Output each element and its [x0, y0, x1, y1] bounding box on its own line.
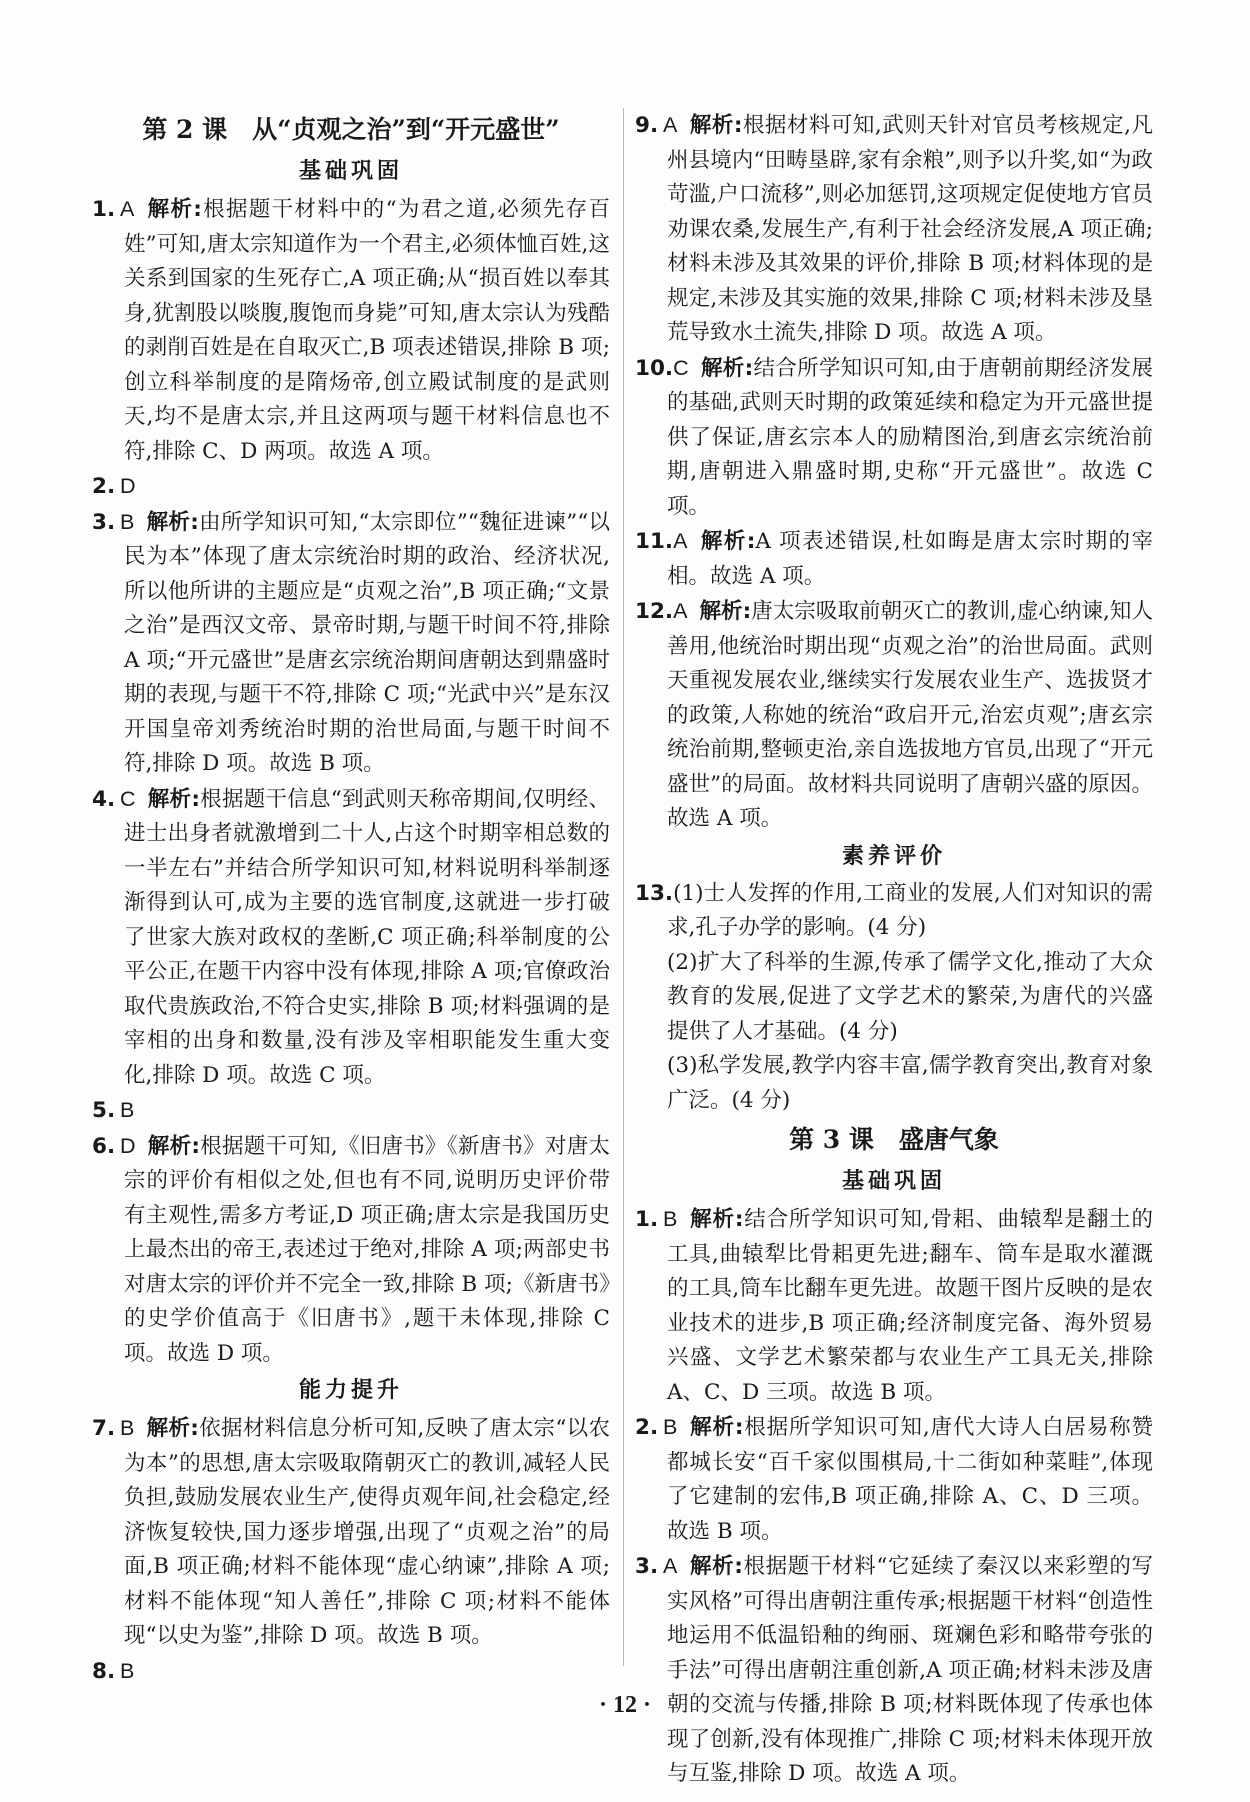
right-column	[635, 108, 1153, 1792]
analysis-tag: 解析:	[700, 355, 754, 381]
lesson-2-title: 第 2 课 从“贞观之治”到“开元盛世”	[142, 115, 560, 144]
analysis-text: 根据题干信息“到武则天称帝期间,仅明经、进士出身者就激增到二十人,占这个时期宰相总数的一半左右”并结合所学知识可知,材料说明科举制逐渐得到认可,成为主要的选官制度,这就进一步打破了世家大族对政权的垄断,C 项正确;科举制度的公平公正,在题干内容中没有体现,排除 A 项;官僚政治取代贵族政治,不符合史实,排除 B 项;材料强调的是宰相的出身和数量,没有涉及宰相职能发生重大变化,排除 D 项。故选 C 项。	[124, 786, 610, 1088]
analysis-text: 结合所学知识可知,由于唐朝前期经济发展的基础,武则天时期的政策延续和稳定为开元盛世提供了保证,唐玄宗本人的励精图治,到唐玄宗统治前期,唐朝进入鼎盛时期,史称“开元盛世”。故选 C 项。	[667, 355, 1153, 519]
item-number: 1.	[92, 197, 116, 222]
answer-item-5	[92, 1093, 610, 1129]
analysis-tag: 解析:	[146, 509, 199, 535]
answer-item-12	[635, 594, 1153, 837]
item-number: 2.	[635, 1415, 659, 1440]
analysis-text: 根据材料可知,武则天针对官员考核规定,凡州县境内“田畴垦辟,家有余粮”,则予以升奖,如“为政苛滥,户口流移”,则必加惩罚,这项规定促使地方官员劝课农桑,发展生产,有利于社会经济发展,A 项正确;材料未涉及其效果的评价,排除 B 项;材料体现的是规定,未涉及其实施的效果,排除 C 项;材料未涉及垦荒导致水土流失,排除 D 项。故选 A 项。	[667, 113, 1153, 345]
analysis-tag: 解析:	[689, 1415, 744, 1440]
answer-letter: A	[673, 529, 688, 553]
item-number: 10.	[635, 355, 674, 381]
analysis-text: 唐太宗吸取前朝灭亡的教训,虚心纳谏,知人善用,他统治时期出现“贞观之治”的治世局面。武则天重视发展农业,继续实行发展农业生产、选拔贤才的政策,人称她的统治“政启开元,治宏贞观”;唐玄宗统治前期,整顿吏治,亲自选拔地方官员,出现了“开元盛世”的局面。故材料共同说明了唐朝兴盛的原因。故选 A 项。	[667, 599, 1153, 831]
answer-item-13	[635, 877, 1153, 946]
q13-part-1: (1)士人发挥的作用,工商业的发展,人们对知识的需求,孔子办学的影响。(4 分)	[667, 880, 1153, 940]
item-number: 1.	[635, 1207, 659, 1232]
item-number: 6.	[92, 1133, 116, 1159]
answer-letter: A	[120, 197, 135, 221]
analysis-text: 根据所学知识可知,唐代大诗人白居易称赞都城长安“百千家似围棋局,十二街如种菜畦”,体现了它建制的宏伟,B 项正确,排除 A、C、D 三项。故选 B 项。	[667, 1415, 1153, 1544]
section-basic-consolidation: 基础巩固	[298, 159, 403, 184]
lesson3-answer-item-1	[635, 1202, 1153, 1410]
answer-item-9	[635, 108, 1153, 351]
answer-item-6	[92, 1129, 610, 1372]
q13-part-3: (3)私学发展,教学内容丰富,儒学教育突出,教育对象广泛。(4 分)	[667, 1053, 1153, 1113]
item-number: 9.	[635, 113, 659, 138]
answer-item-1	[92, 192, 610, 469]
q13-part-2: (2)扩大了科举的生源,传承了儒学文化,推动了大众教育的发展,促进了文学艺术的繁荣,为唐代的兴盛提供了人才基础。(4 分)	[667, 949, 1153, 1044]
answer-item-10	[635, 351, 1153, 525]
answer-letter: B	[663, 1207, 678, 1231]
answer-letter: B	[120, 1416, 135, 1440]
analysis-tag: 解析:	[147, 786, 200, 812]
analysis-tag: 解析:	[689, 113, 743, 138]
column-divider	[623, 108, 624, 1666]
item-number: 8.	[92, 1658, 116, 1684]
answer-item-11	[635, 524, 1153, 594]
analysis-text: 由所学知识可知,“太宗即位”“魏征进谏”“以民为本”体现了唐太宗统治时期的政治、经济状况,所以他所讲的主题应是“贞观之治”,B 项正确;“文景之治”是西汉文帝、景帝时期,与题干时间不符,排除 A 项;“开元盛世”是唐玄宗统治期间唐朝达到鼎盛时期的表现,与题干不符,排除 C 项;“光武中兴”是东汉开国皇帝刘秀统治时期的治世局面,与题干时间不符,排除 D 项。故选 B 项。	[124, 509, 610, 776]
item-number: 11.	[635, 529, 674, 554]
answer-item-3	[92, 505, 610, 782]
answer-item-2	[92, 469, 610, 505]
lesson3-answer-item-2	[635, 1410, 1153, 1549]
answer-item-4	[92, 782, 610, 1094]
analysis-tag: 解析:	[689, 1554, 743, 1579]
answer-letter: A	[663, 113, 678, 137]
answer-letter: C	[673, 355, 689, 380]
analysis-tag: 解析:	[146, 197, 202, 222]
answer-letter: A	[663, 1554, 678, 1578]
analysis-tag: 解析:	[699, 529, 756, 554]
answer-letter: A	[673, 599, 688, 623]
answer-item-7	[92, 1411, 610, 1654]
item-number: 3.	[635, 1554, 659, 1579]
analysis-text: 依据材料信息分析可知,反映了唐太宗“以农为本”的思想,唐太宗吸取隋朝灭亡的教训,减轻人民负担,鼓励发展农业生产,使得贞观年间,社会稳定,经济恢复较快,国力逐步增强,出现了“贞观之治”的局面,B 项正确;材料不能体现“虚心纳谏”,排除 A 项;材料不能体现“知人善任”,排除 C 项;材料不能体现“以史为鉴”,排除 D 项。故选 B 项。	[124, 1416, 610, 1648]
answer-letter: C	[120, 786, 136, 811]
item-number: 7.	[92, 1416, 116, 1441]
section-ability-improvement: 能力提升	[298, 1378, 403, 1403]
analysis-tag: 解析:	[689, 1207, 744, 1232]
item-number: 4.	[92, 786, 116, 812]
answer-letter: B	[120, 1658, 135, 1683]
item-number: 13.	[635, 880, 674, 906]
answer-letter: B	[120, 1098, 135, 1122]
answer-letter: B	[120, 509, 135, 534]
item-number: 12.	[635, 599, 674, 624]
lesson-3-title: 第 3 课 盛唐气象	[789, 1125, 999, 1154]
item-number: 2.	[92, 474, 116, 499]
section-quality-evaluation: 素养评价	[841, 843, 946, 869]
page-number: · 12 ·	[598, 1692, 651, 1718]
analysis-text: 结合所学知识可知,骨耜、曲辕犁是翻土的工具,曲辕犁比骨耜更先进;翻车、筒车是取水灌溉的工具,筒车比翻车更先进。故题干图片反映的是农业技术的进步,B 项正确;经济制度完备、海外贸易兴盛、文学艺术繁荣都与农业生产工具无关,排除 A、C、D 三项。故选 B 项。	[667, 1207, 1153, 1405]
left-column	[92, 108, 610, 1689]
analysis-tag: 解析:	[147, 1133, 200, 1159]
analysis-text: 根据题干可知,《旧唐书》《新唐书》对唐太宗的评价有相似之处,但也有不同,说明历史评价带有主观性,需多方考证,D 项正确;唐太宗是我国历史上最杰出的帝王,表述过于绝对,排除 A 项;两部史书对唐太宗的评价并不完全一致,排除 B 项;《新唐书》的史学价值高于《旧唐书》,题干未体现,排除 C 项。故选 D 项。	[124, 1133, 610, 1366]
item-number: 3.	[92, 509, 116, 535]
analysis-text: A 项表述错误,杜如晦是唐太宗时期的宰相。故选 A 项。	[667, 529, 1153, 589]
analysis-text: 根据题干材料中的“为君之道,必须先存百姓”可知,唐太宗知道作为一个君主,必须体恤百姓,这关系到国家的生死存亡,A 项正确;从“损百姓以奉其身,犹割股以啖腹,腹饱而身毙”可知,唐太宗认为残酷的剥削百姓是在自取灭亡,B 项表述错误,排除 B 项;创立科举制度的是隋炀帝,创立殿试制度的是武则天,均不是唐太宗,并且这两项与题干材料信息也不符,排除 C、D 两项。故选 A 项。	[124, 197, 610, 464]
analysis-tag: 解析:	[699, 599, 752, 624]
answer-letter: D	[120, 1133, 136, 1158]
analysis-text: 根据题干材料“它延续了秦汉以来彩塑的写实风格”可得出唐朝注重传承;根据题干材料“创造性地运用不低温铅釉的绚丽、斑斓色彩和略带夸张的手法”可得出唐朝注重创新,A 项正确;材料未涉及唐朝的交流与传播,排除 B 项;材料既体现了传承也体现了创新,没有体现推广,排除 C 项;材料未体现开放与互鉴,排除 D 项。故选 A 项。	[667, 1554, 1153, 1786]
section-basic-consolidation-2: 基础巩固	[841, 1169, 946, 1194]
answer-item-8	[92, 1654, 610, 1690]
analysis-tag: 解析:	[146, 1416, 199, 1441]
lesson3-answer-item-3	[635, 1549, 1153, 1792]
item-number: 5.	[92, 1098, 116, 1123]
answer-letter: D	[120, 474, 136, 498]
answer-letter: B	[663, 1415, 678, 1439]
